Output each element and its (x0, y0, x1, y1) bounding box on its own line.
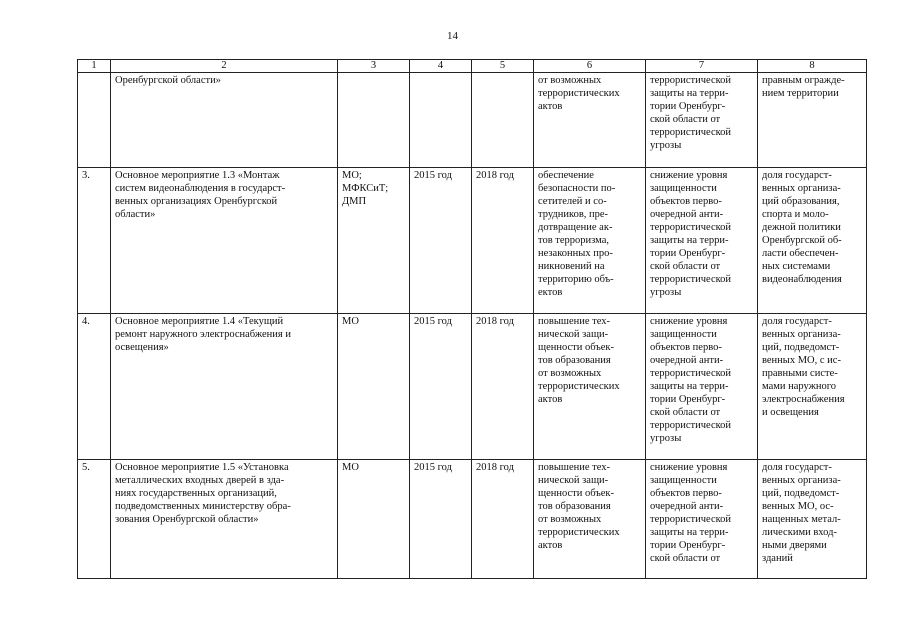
table-row (78, 168, 867, 314)
measures-table (77, 59, 867, 579)
start-year: 2015 год (410, 314, 472, 460)
expected-result: обеспечение безопасности по- сетителей и со- трудников, пре- дотвращение ак- тов терроризма, незаконных про- никновений на территорию объ- ектов (534, 168, 646, 314)
responsible (338, 73, 410, 168)
consequences: террористической защиты на терри- тории Оренбург- ской области от террористической угрозы (646, 73, 758, 168)
end-year: 2018 год (472, 168, 534, 314)
page-number: 14 (447, 30, 458, 42)
consequences: снижение уровня защищенности объектов перво- очередной анти- террористической защиты на терри- тории Оренбург- ской области от террористической угрозы (646, 314, 758, 460)
responsible: МО (338, 314, 410, 460)
table-row (78, 314, 867, 460)
row-number (78, 73, 111, 168)
consequences: снижение уровня защищенности объектов перво- очередной анти- террористической защиты на терри- тории Оренбург- ской области от (646, 460, 758, 579)
column-number-row (78, 60, 867, 73)
expected-result: от возможных террористических актов (534, 73, 646, 168)
row-number: 4. (78, 314, 111, 460)
expected-result: повышение тех- нической защи- щенности объек- тов образования от возможных террористических актов (534, 460, 646, 579)
column-number: 2 (111, 60, 338, 73)
indicator: доля государст- венных организа- ций, подведомст- венных МО, ос- нащенных метал- лическими вход- ными дверями зданий (758, 460, 867, 579)
row-number: 5. (78, 460, 111, 579)
start-year (410, 73, 472, 168)
column-number: 4 (410, 60, 472, 73)
responsible: МО (338, 460, 410, 579)
indicator: доля государст- венных организа- ций, подведомст- венных МО, с ис- правными систе- мами наружного электроснабжения и освещения (758, 314, 867, 460)
consequences: снижение уровня защищенности объектов перво- очередной анти- террористической защиты на терри- тории Оренбург- ской области от террористической угрозы (646, 168, 758, 314)
responsible: МО; МФКСиТ; ДМП (338, 168, 410, 314)
row-number: 3. (78, 168, 111, 314)
measure-name: Оренбургской области» (111, 73, 338, 168)
measure-name: Основное мероприятие 1.3 «Монтаж систем видеонаблюдения в государст- венных организациях Оренбургской области» (111, 168, 338, 314)
table-row (78, 460, 867, 579)
measure-name: Основное мероприятие 1.5 «Установка металлических входных дверей в зда- ниях государственных организаций, подведомственных министерству обра- зования Оренбургской области» (111, 460, 338, 579)
column-number: 1 (78, 60, 111, 73)
end-year: 2018 год (472, 314, 534, 460)
start-year: 2015 год (410, 460, 472, 579)
start-year: 2015 год (410, 168, 472, 314)
end-year (472, 73, 534, 168)
table-row (78, 73, 867, 168)
column-number: 7 (646, 60, 758, 73)
indicator: доля государст- венных организа- ций образования, спорта и моло- дежной политики Оренбургской об- ласти обеспечен- ных системами видеонаблюдения (758, 168, 867, 314)
measure-name: Основное мероприятие 1.4 «Текущий ремонт наружного электроснабжения и освещения» (111, 314, 338, 460)
column-number: 6 (534, 60, 646, 73)
indicator: правным огражде- нием территории (758, 73, 867, 168)
expected-result: повышение тех- нической защи- щенности объек- тов образования от возможных террористических актов (534, 314, 646, 460)
column-number: 8 (758, 60, 867, 73)
column-number: 3 (338, 60, 410, 73)
column-number: 5 (472, 60, 534, 73)
end-year: 2018 год (472, 460, 534, 579)
